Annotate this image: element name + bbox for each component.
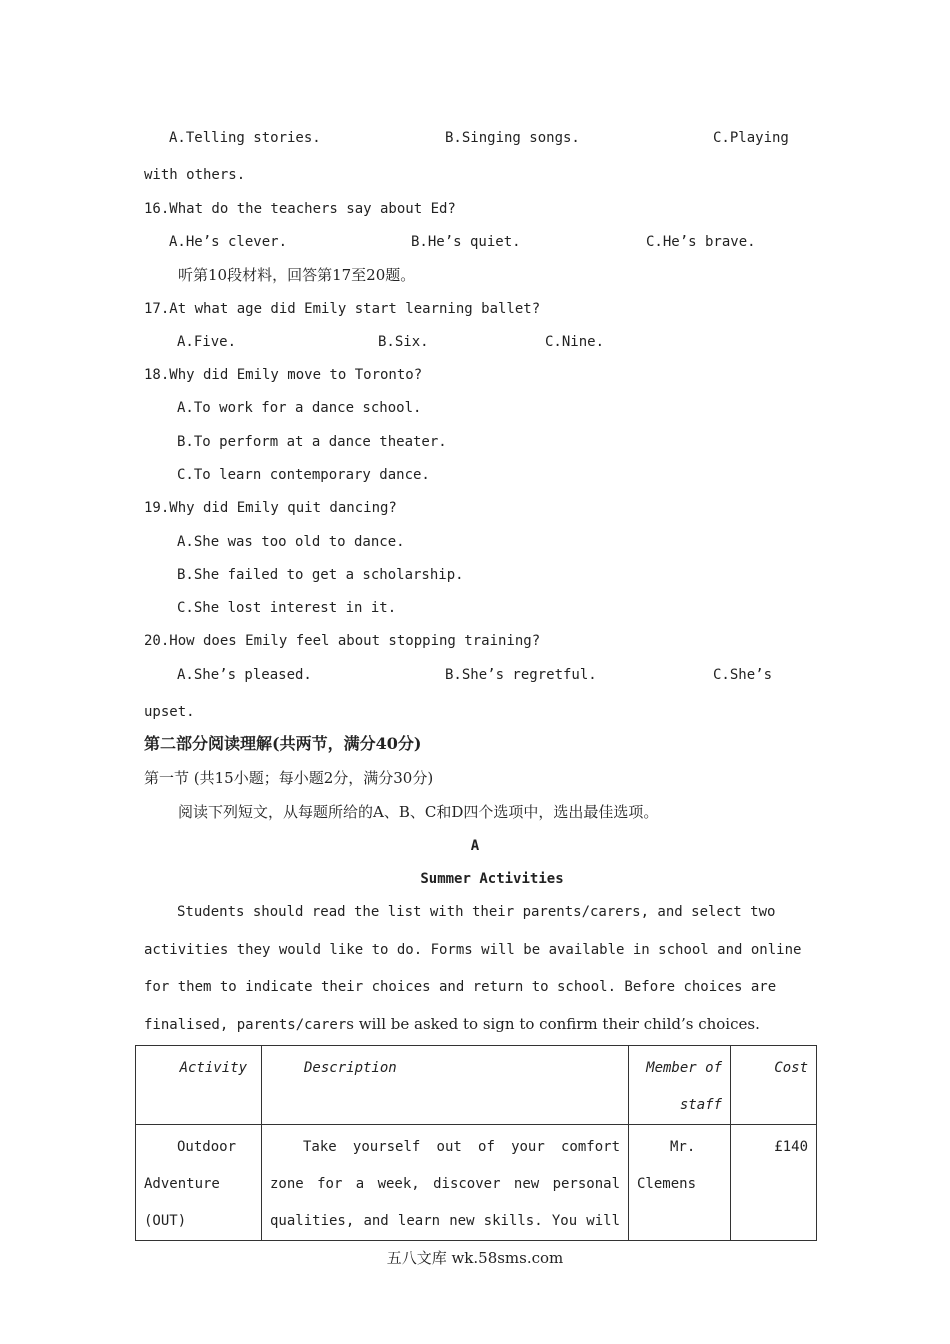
q20-option-c: C.She’s bbox=[713, 667, 773, 683]
q17-question: 17.At what age did Emily start learning ballet? bbox=[144, 301, 541, 317]
passage-line-3: for them to indicate their choices and return to school. Before choices are bbox=[144, 979, 777, 995]
passage-line-4-mono: finalised, parents/carer bbox=[144, 1017, 347, 1033]
passage-line-4 bbox=[144, 1014, 760, 1035]
row1-description: Take yourself out of your comfort zone for a week, discover new personal qualities, and learn new skills. You will bbox=[262, 1125, 629, 1241]
part2-title: 第二部分阅读理解(共两节，满分40分) bbox=[144, 734, 422, 753]
q19-option-c: C.She lost interest in it. bbox=[177, 600, 397, 616]
q17-option-a: A.Five. bbox=[177, 334, 237, 350]
header-activity: Activity bbox=[136, 1046, 262, 1125]
section10-instruction: 听第10段材料，回答第17至20题。 bbox=[178, 266, 416, 284]
q20-option-a: A.She’s pleased. bbox=[177, 667, 312, 683]
header-cost: Cost bbox=[731, 1046, 817, 1125]
section1-instruction: 阅读下列短文，从每题所给的A、B、C和D四个选项中，选出最佳选项。 bbox=[178, 803, 659, 821]
activities-table bbox=[135, 1045, 817, 1241]
q20-question: 20.How does Emily feel about stopping training? bbox=[144, 633, 541, 649]
passage-letter: A bbox=[470, 838, 480, 854]
q16-question: 16.What do the teachers say about Ed? bbox=[144, 201, 456, 217]
table-header-row bbox=[136, 1046, 817, 1125]
passage-line-1: Students should read the list with their parents/carers, and select two bbox=[177, 904, 776, 920]
q19-option-a: A.She was too old to dance. bbox=[177, 534, 405, 550]
q15-option-c: C.Playing bbox=[713, 130, 789, 146]
table-row bbox=[136, 1125, 817, 1241]
section1-heading: 第一节 (共15小题；每小题2分，满分30分) bbox=[144, 769, 434, 787]
row1-member: Mr. Clemens bbox=[629, 1125, 731, 1241]
q16-option-b: B.He’s quiet. bbox=[411, 234, 521, 250]
q17-option-b: B.Six. bbox=[378, 334, 429, 350]
q17-option-c: C.Nine. bbox=[545, 334, 605, 350]
passage-line-4-serif: s will be asked to sign to confirm their child’s choices. bbox=[346, 1015, 760, 1033]
q19-option-b: B.She failed to get a scholarship. bbox=[177, 567, 464, 583]
header-description: Description bbox=[262, 1046, 629, 1125]
q18-option-c: C.To learn contemporary dance. bbox=[177, 467, 430, 483]
q16-option-a: A.He’s clever. bbox=[169, 234, 288, 250]
passage-line-2: activities they would like to do. Forms will be available in school and online bbox=[144, 942, 802, 958]
q15-option-a: A.Telling stories. bbox=[169, 130, 321, 146]
q19-question: 19.Why did Emily quit dancing? bbox=[144, 500, 397, 516]
q18-option-b: B.To perform at a dance theater. bbox=[177, 434, 447, 450]
row1-activity: Outdoor Adventure (OUT) bbox=[136, 1125, 262, 1241]
q15-option-c-continued: with others. bbox=[144, 167, 246, 183]
q18-question: 18.Why did Emily move to Toronto? bbox=[144, 367, 423, 383]
footer-watermark: 五八文库 wk.58sms.com bbox=[386, 1249, 564, 1267]
q20-option-c-continued: upset. bbox=[144, 704, 195, 720]
q18-option-a: A.To work for a dance school. bbox=[177, 400, 422, 416]
header-member: Member of staff bbox=[629, 1046, 731, 1125]
q16-option-c: C.He’s brave. bbox=[646, 234, 756, 250]
passage-title: Summer Activities bbox=[420, 871, 564, 887]
row1-cost: £140 bbox=[731, 1125, 817, 1241]
q20-option-b: B.She’s regretful. bbox=[445, 667, 597, 683]
q15-option-b: B.Singing songs. bbox=[445, 130, 580, 146]
